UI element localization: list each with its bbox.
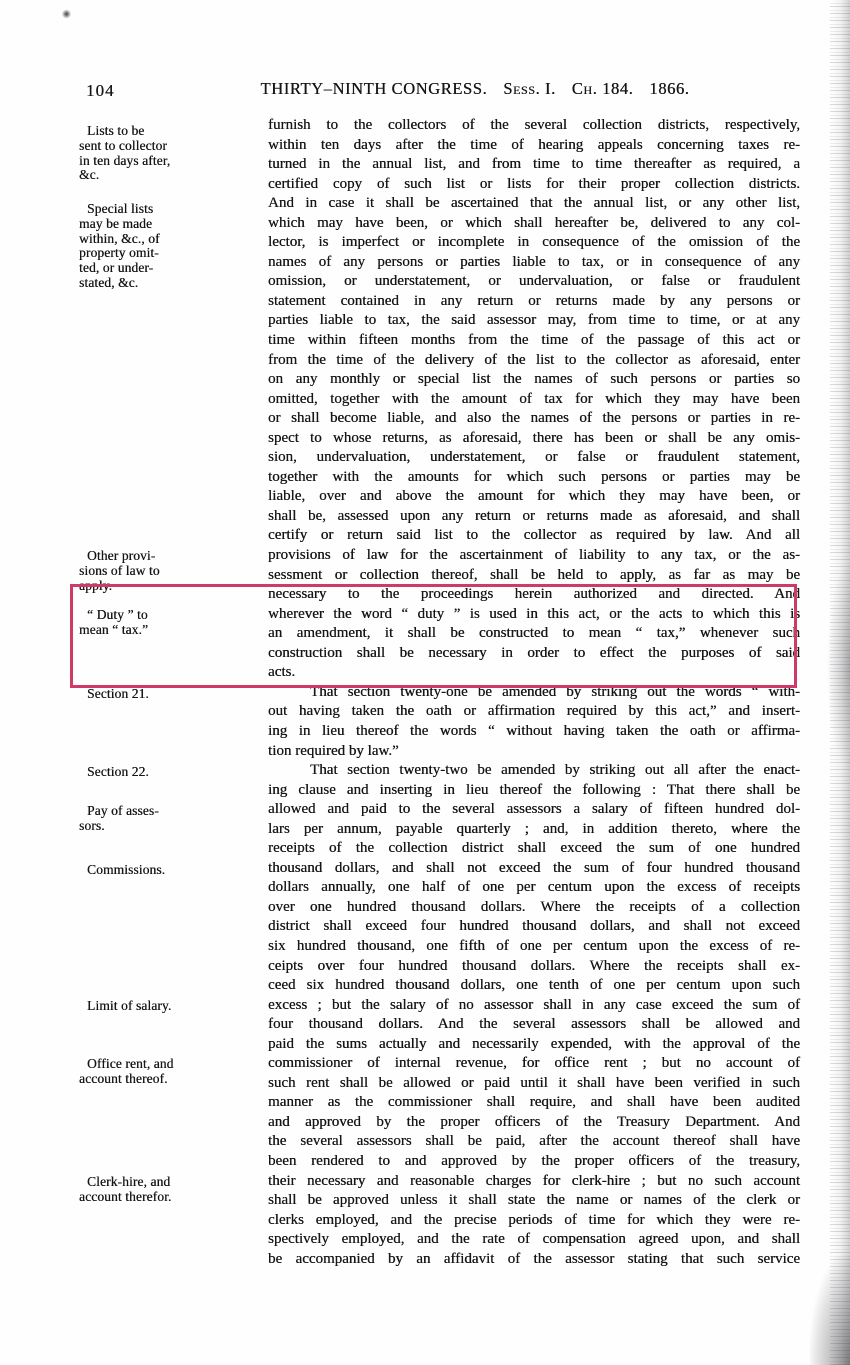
scan-speck — [62, 9, 71, 19]
body-line: That section twenty-one be amended by striking out the words “ with- — [310, 683, 800, 700]
body-line: and approved by the proper officers of the Treasury Department. And — [268, 1113, 800, 1130]
scan-edge-noise-mid — [826, 560, 850, 770]
body-line: turned in the annual list, and from time to time thereafter as required, a — [268, 156, 800, 173]
body-line: certified copy of such list or lists for their proper collection districts. — [268, 175, 800, 192]
body-line: sion, undervaluation, understatement, or false or fraudulent statement, — [268, 449, 800, 466]
body-line: which may have been, or which shall hereafter be, delivered to any col- — [268, 214, 800, 231]
body-line: be accompanied by an affidavit of the assessor stating that such service — [268, 1250, 800, 1267]
header-session: Sess. I. — [503, 79, 556, 98]
body-line: construction shall be necessary in order to effect the purposes of said — [268, 644, 800, 661]
body-line: shall be approved unless it shall state the name or names of the clerk or — [268, 1192, 800, 1209]
running-header — [190, 79, 760, 99]
margin-note: Commissions. — [87, 862, 166, 877]
body-line: within ten days after the time of hearing appeals concerning taxes re- — [268, 136, 800, 153]
body-line: ing in lieu thereof the words “ without having taken the oath or affirma- — [268, 722, 800, 739]
body-line: And in case it shall be ascertained that the annual list, or any other list, — [268, 195, 800, 212]
body-line: shall be, assessed upon any return or returns made as aforesaid, and shall — [268, 507, 800, 524]
body-line: district shall exceed four hundred thousand dollars, and shall not exceed — [268, 918, 800, 935]
body-line: spectively employed, and the rate of compensation agreed upon, and shall — [268, 1231, 800, 1248]
margin-note: Pay of asses- sors. — [79, 803, 159, 833]
body-line: tion required by law.” — [268, 742, 399, 759]
body-line: That section twenty-two be amended by striking out all after the enact- — [310, 762, 800, 779]
body-line: omitted, together with the amount of tax for which they may have been — [268, 390, 800, 407]
body-line: commissioner of internal revenue, for office rent ; but no account of — [268, 1055, 800, 1072]
margin-note: Special lists may be made within, &c., of property omit- ted, or under- stated, &c. — [79, 201, 160, 290]
body-line: four thousand dollars. And the several assessors shall be allowed and — [268, 1016, 800, 1033]
margin-note: Office rent, and account thereof. — [79, 1056, 174, 1086]
margin-note: “ Duty ” to mean “ tax.” — [79, 607, 149, 637]
body-line: their necessary and reasonable charges for clerk-hire ; but no such account — [268, 1172, 800, 1189]
body-line: statement contained in any return or returns made by any persons or — [268, 292, 800, 309]
body-line: from the time of the delivery of the list to the collector as aforesaid, enter — [268, 351, 800, 368]
margin-note: Clerk-hire, and account therefor. — [79, 1174, 172, 1204]
body-line: names of any persons or parties liable to tax, or in consequence of any — [268, 253, 800, 270]
body-line: manner as the commissioner shall require, and shall have been audited — [268, 1094, 800, 1111]
body-line: wherever the word “ duty ” is used in this act, or the acts to which this is — [268, 605, 800, 622]
body-text-column — [268, 116, 800, 1269]
body-line: such rent shall be allowed or paid until it shall have been verified in such — [268, 1074, 800, 1091]
body-line: allowed and paid to the several assessors a salary of fifteen hundred dol- — [268, 801, 800, 818]
body-line: on any monthly or special list the names of such persons or parties so — [268, 371, 800, 388]
body-line: excess ; but the salary of no assessor shall in any case exceed the sum of — [268, 996, 800, 1013]
header-chapter: Ch. 184. — [571, 79, 634, 98]
margin-note: Other provi- sions of law to apply. — [79, 548, 160, 593]
margin-note: Section 21. — [87, 686, 149, 701]
body-line: lector, is imperfect or incomplete in consequence of the omission of the — [268, 234, 800, 251]
body-line: together with the amounts for which such persons or parties may be — [268, 468, 800, 485]
body-line: ceed six hundred thousand dollars, one tenth of one per centum upon such — [268, 977, 800, 994]
body-line: acts. — [268, 664, 296, 681]
body-line: certify or return said list to the collector as required by law. And all — [268, 527, 800, 544]
body-line: or shall become liable, and also the names of the persons or parties in re- — [268, 410, 800, 427]
body-line: liable, over and above the amount for which they may have been, or — [268, 488, 800, 505]
duty-tax-highlight-box — [70, 584, 797, 688]
header-year: 1866. — [649, 79, 690, 98]
body-line: paid the sums actually and necessarily expended, with the approval of the — [268, 1035, 800, 1052]
margin-note: Lists to be sent to collector in ten days after, &c. — [79, 123, 171, 183]
body-line: dollars annually, one half of one per centum upon the excess of receipts — [268, 879, 800, 896]
body-line: omission, or understatement, or undervaluation, or false or fraudulent — [268, 273, 800, 290]
body-line: out having taken the oath or affirmation required by this act,” and insert- — [268, 703, 800, 720]
body-line: thousand dollars, and shall not exceed the sum of four hundred thousand — [268, 859, 800, 876]
body-line: ceipts over four hundred thousand dollars. Where the receipts shall ex- — [268, 957, 800, 974]
body-line: provisions of law for the ascertainment of liability to any tax, or the as- — [268, 547, 800, 564]
body-line: an amendment, it shall be constructed to mean “ tax,” whenever such — [268, 625, 800, 642]
body-line: six hundred thousand, one fifth of one per centum upon the excess of re- — [268, 937, 800, 954]
body-line: parties liable to tax, the said assessor may, from time to time, or at any — [268, 312, 800, 329]
body-line: lars per annum, payable quarterly ; and, in addition thereto, where the — [268, 820, 800, 837]
body-line: over one hundred thousand dollars. Where the receipts of a collection — [268, 898, 800, 915]
header-congress: THIRTY–NINTH CONGRESS. — [260, 79, 488, 98]
body-line: receipts of the collection district shall exceed the sum of one hundred — [268, 840, 800, 857]
body-line: been rendered to and approved by the proper officers of the treasury, — [268, 1152, 800, 1169]
body-line: spect to whose returns, as aforesaid, there has been or shall be any omis- — [268, 429, 800, 446]
body-line: necessary to the proceedings herein authorized and directed. And — [268, 586, 800, 603]
body-line: sessment or collection thereof, shall be held to apply, as far as may be — [268, 566, 800, 583]
body-line: furnish to the collectors of the several collection districts, respectively, — [268, 117, 800, 133]
margin-note: Section 22. — [87, 764, 149, 779]
scan-corner-noise — [810, 1255, 850, 1365]
margin-note: Limit of salary. — [87, 998, 172, 1013]
body-line: clerks employed, and the precise periods of time for which they were re- — [268, 1211, 800, 1228]
body-line: time within fifteen months from the time of the passage of this act or — [268, 332, 800, 349]
body-line: the several assessors shall be paid, after the account thereof shall have — [268, 1133, 800, 1150]
page-number: 104 — [86, 81, 115, 100]
body-line: ing clause and inserting in lieu thereof the following : That there shall be — [268, 781, 800, 798]
